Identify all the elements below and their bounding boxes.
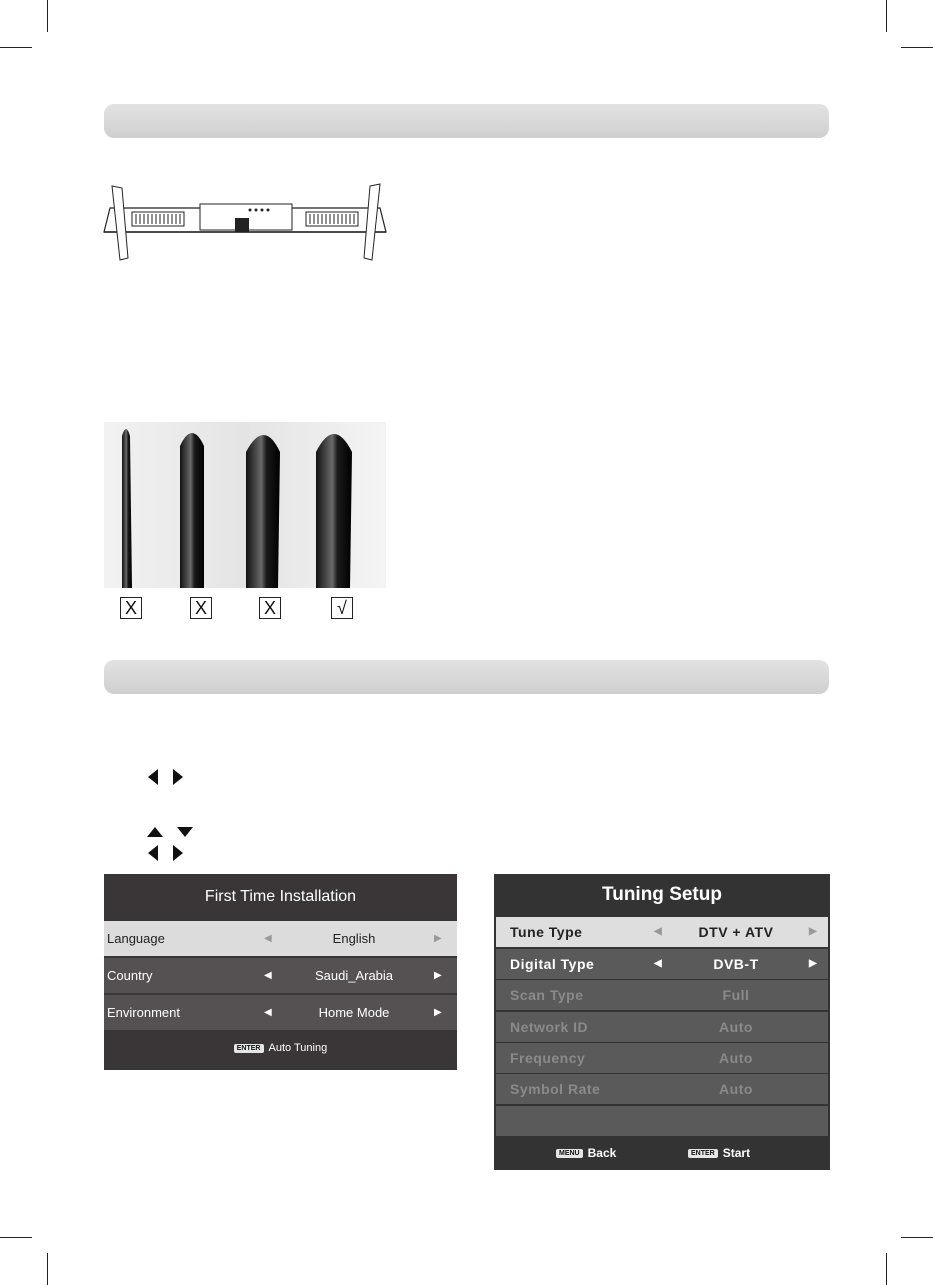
left-arrow-icon[interactable]: ◀ (654, 958, 663, 969)
row-value: DTV + ATV (698, 924, 774, 940)
crop-mark (901, 47, 933, 48)
row-label: Symbol Rate (510, 1081, 601, 1097)
row-value: Auto (719, 1019, 753, 1035)
section-header-bar (104, 660, 829, 694)
menu-title: Tuning Setup (602, 884, 722, 905)
row-label: Language (107, 931, 165, 946)
crop-mark (0, 47, 32, 48)
back-label: Back (587, 1146, 617, 1160)
correct-mark: √ (331, 597, 353, 619)
row-value: Auto (719, 1081, 753, 1097)
down-arrow-icon (177, 827, 193, 837)
crop-mark (901, 1237, 933, 1238)
menu-row-network-id (496, 1012, 828, 1042)
incorrect-mark: X (259, 597, 281, 619)
start-hint[interactable] (688, 1146, 750, 1160)
right-arrow-icon[interactable]: ▶ (809, 926, 818, 937)
menu-key-icon: MENU (556, 1149, 583, 1158)
row-value: Saudi_Arabia (314, 968, 394, 983)
row-label: Country (107, 968, 153, 983)
crop-mark (47, 0, 48, 32)
menu-row-country[interactable] (104, 958, 457, 993)
left-arrow-icon (148, 769, 158, 785)
right-arrow-icon (173, 769, 183, 785)
right-arrow-icon[interactable]: ▶ (434, 970, 442, 981)
menu-row-symbol-rate (496, 1074, 828, 1104)
menu-row-empty (496, 1106, 828, 1136)
footer-label: Auto Tuning (268, 1042, 328, 1054)
left-arrow-icon (148, 845, 158, 861)
back-hint[interactable] (556, 1146, 616, 1160)
first-time-installation-menu (104, 874, 457, 1070)
row-value: DVB-T (713, 956, 759, 972)
row-value: Full (722, 987, 750, 1003)
crop-mark (886, 0, 887, 32)
right-arrow-icon[interactable]: ▶ (434, 933, 442, 944)
incorrect-mark: X (120, 597, 142, 619)
right-arrow-icon[interactable]: ▶ (809, 958, 818, 969)
start-label: Start (722, 1146, 751, 1160)
menu-row-digital-type[interactable] (496, 949, 828, 979)
row-label: Tune Type (510, 924, 583, 940)
left-arrow-icon[interactable]: ◀ (264, 970, 272, 981)
right-arrow-icon (173, 845, 183, 861)
menu-footer (104, 1042, 457, 1054)
left-arrow-icon[interactable]: ◀ (654, 926, 663, 937)
menu-title: First Time Installation (204, 888, 357, 905)
row-value: Home Mode (318, 1005, 390, 1020)
screwdriver-comparison-photo (104, 422, 386, 588)
up-arrow-icon (147, 827, 163, 837)
menu-row-environment[interactable] (104, 995, 457, 1030)
menu-row-language[interactable] (104, 921, 457, 956)
menu-row-scan-type (496, 980, 828, 1010)
enter-key-icon: ENTER (234, 1044, 264, 1053)
tv-rear-illustration (100, 180, 390, 270)
enter-key-icon: ENTER (688, 1149, 718, 1158)
row-label: Network ID (510, 1019, 589, 1035)
row-label: Frequency (510, 1050, 586, 1066)
tuning-setup-menu (494, 874, 830, 1170)
row-value: Auto (719, 1050, 753, 1066)
menu-row-frequency (496, 1043, 828, 1073)
row-label: Scan Type (510, 987, 584, 1003)
right-arrow-icon[interactable]: ▶ (434, 1007, 442, 1018)
left-arrow-icon[interactable]: ◀ (264, 1007, 272, 1018)
crop-mark (47, 1253, 48, 1285)
row-label: Environment (107, 1005, 180, 1020)
section-header-bar (104, 104, 829, 138)
menu-row-tune-type[interactable] (496, 917, 828, 947)
crop-mark (886, 1253, 887, 1285)
crop-mark (0, 1237, 32, 1238)
row-value: English (332, 931, 376, 946)
left-arrow-icon[interactable]: ◀ (264, 933, 272, 944)
incorrect-mark: X (190, 597, 212, 619)
row-label: Digital Type (510, 956, 595, 972)
